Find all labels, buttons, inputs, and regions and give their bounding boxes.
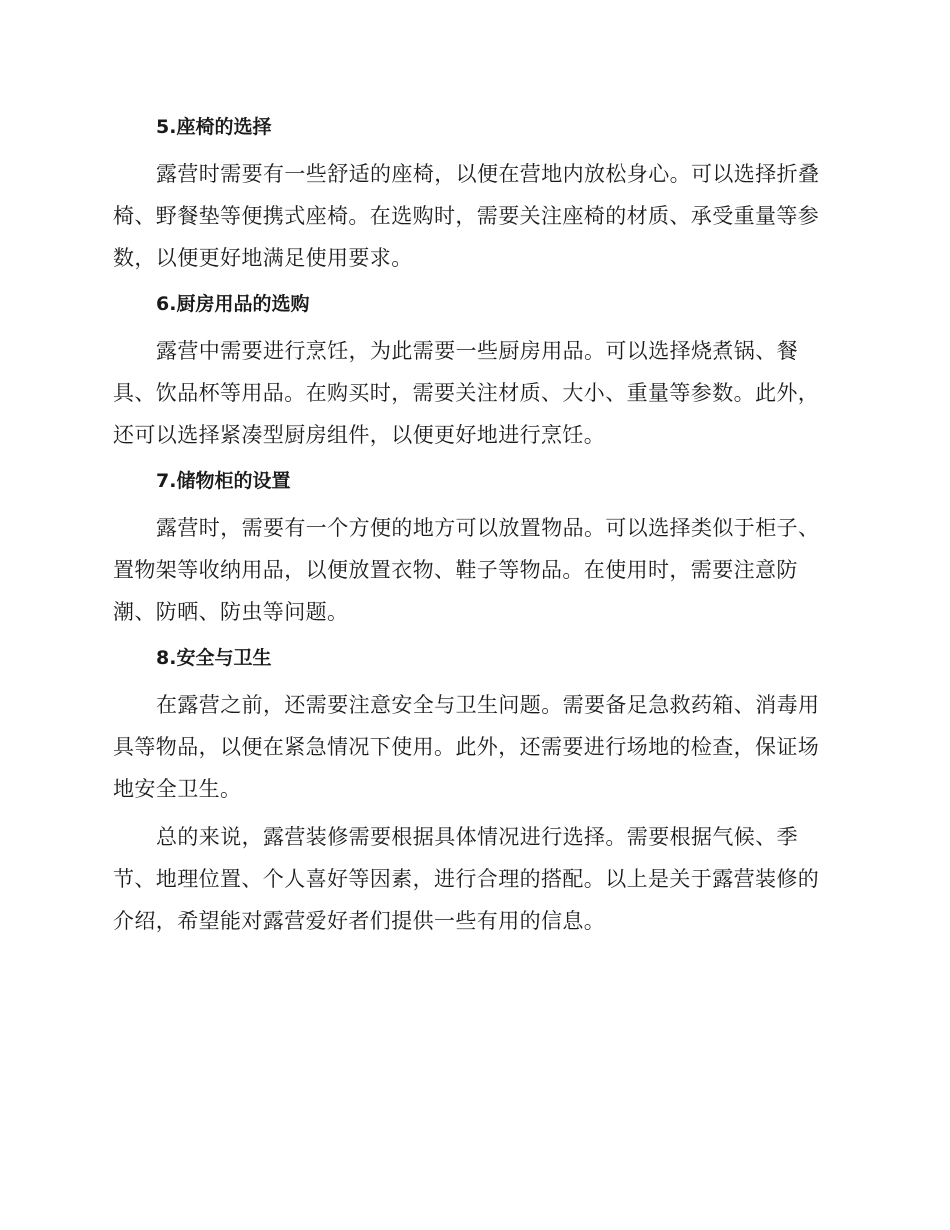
section-paragraph [113,507,833,633]
section-heading: 5.座椅的选择 [156,116,272,138]
section-paragraph [113,330,833,456]
paragraph-line: 节、地理位置、个人喜好等因素，进行合理的搭配。以上是关于露营装修的 [113,867,820,891]
paragraph-line: 露营时，需要有一个方便的地方可以放置物品。可以选择类似于柜子、 [156,516,820,540]
paragraph-line: 具等物品，以便在紧急情况下使用。此外，还需要进行场地的检查，保证场 [113,735,820,759]
section-heading: 7.储物柜的设置 [156,470,291,492]
paragraph-line: 地安全卫生。 [113,777,242,801]
paragraph-line: 露营中需要进行烹饪，为此需要一些厨房用品。可以选择烧煮锅、餐 [156,339,798,363]
paragraph-line: 还可以选择紧凑型厨房组件，以便更好地进行烹饪。 [113,423,606,447]
section-seating [113,108,833,279]
paragraph-line: 介绍，希望能对露营爱好者们提供一些有用的信息。 [113,909,606,933]
paragraph-line: 具、饮品杯等用品。在购买时，需要关注材质、大小、重量等参数。此外， [113,381,820,405]
paragraph-line: 数，以便更好地满足使用要求。 [113,246,413,270]
section-paragraph [113,684,833,810]
paragraph-line: 椅、野餐垫等便携式座椅。在选购时，需要关注座椅的材质、承受重量等参 [113,204,820,228]
section-heading: 8.安全与卫生 [156,647,272,669]
section-paragraph [113,153,833,279]
conclusion [113,816,833,942]
section-heading: 6.厨房用品的选购 [156,293,310,315]
conclusion-paragraph [113,816,833,942]
paragraph-line: 潮、防晒、防虫等问题。 [113,600,349,624]
section-kitchen [113,285,833,456]
document-page [113,108,833,948]
section-storage [113,462,833,633]
paragraph-line: 露营时需要有一些舒适的座椅，以便在营地内放松身心。可以选择折叠 [156,162,820,186]
section-safety [113,639,833,810]
paragraph-line: 总的来说，露营装修需要根据具体情况进行选择。需要根据气候、季 [156,825,798,849]
paragraph-line: 置物架等收纳用品，以便放置衣物、鞋子等物品。在使用时，需要注意防 [113,558,798,582]
paragraph-line: 在露营之前，还需要注意安全与卫生问题。需要备足急救药箱、消毒用 [156,693,820,717]
